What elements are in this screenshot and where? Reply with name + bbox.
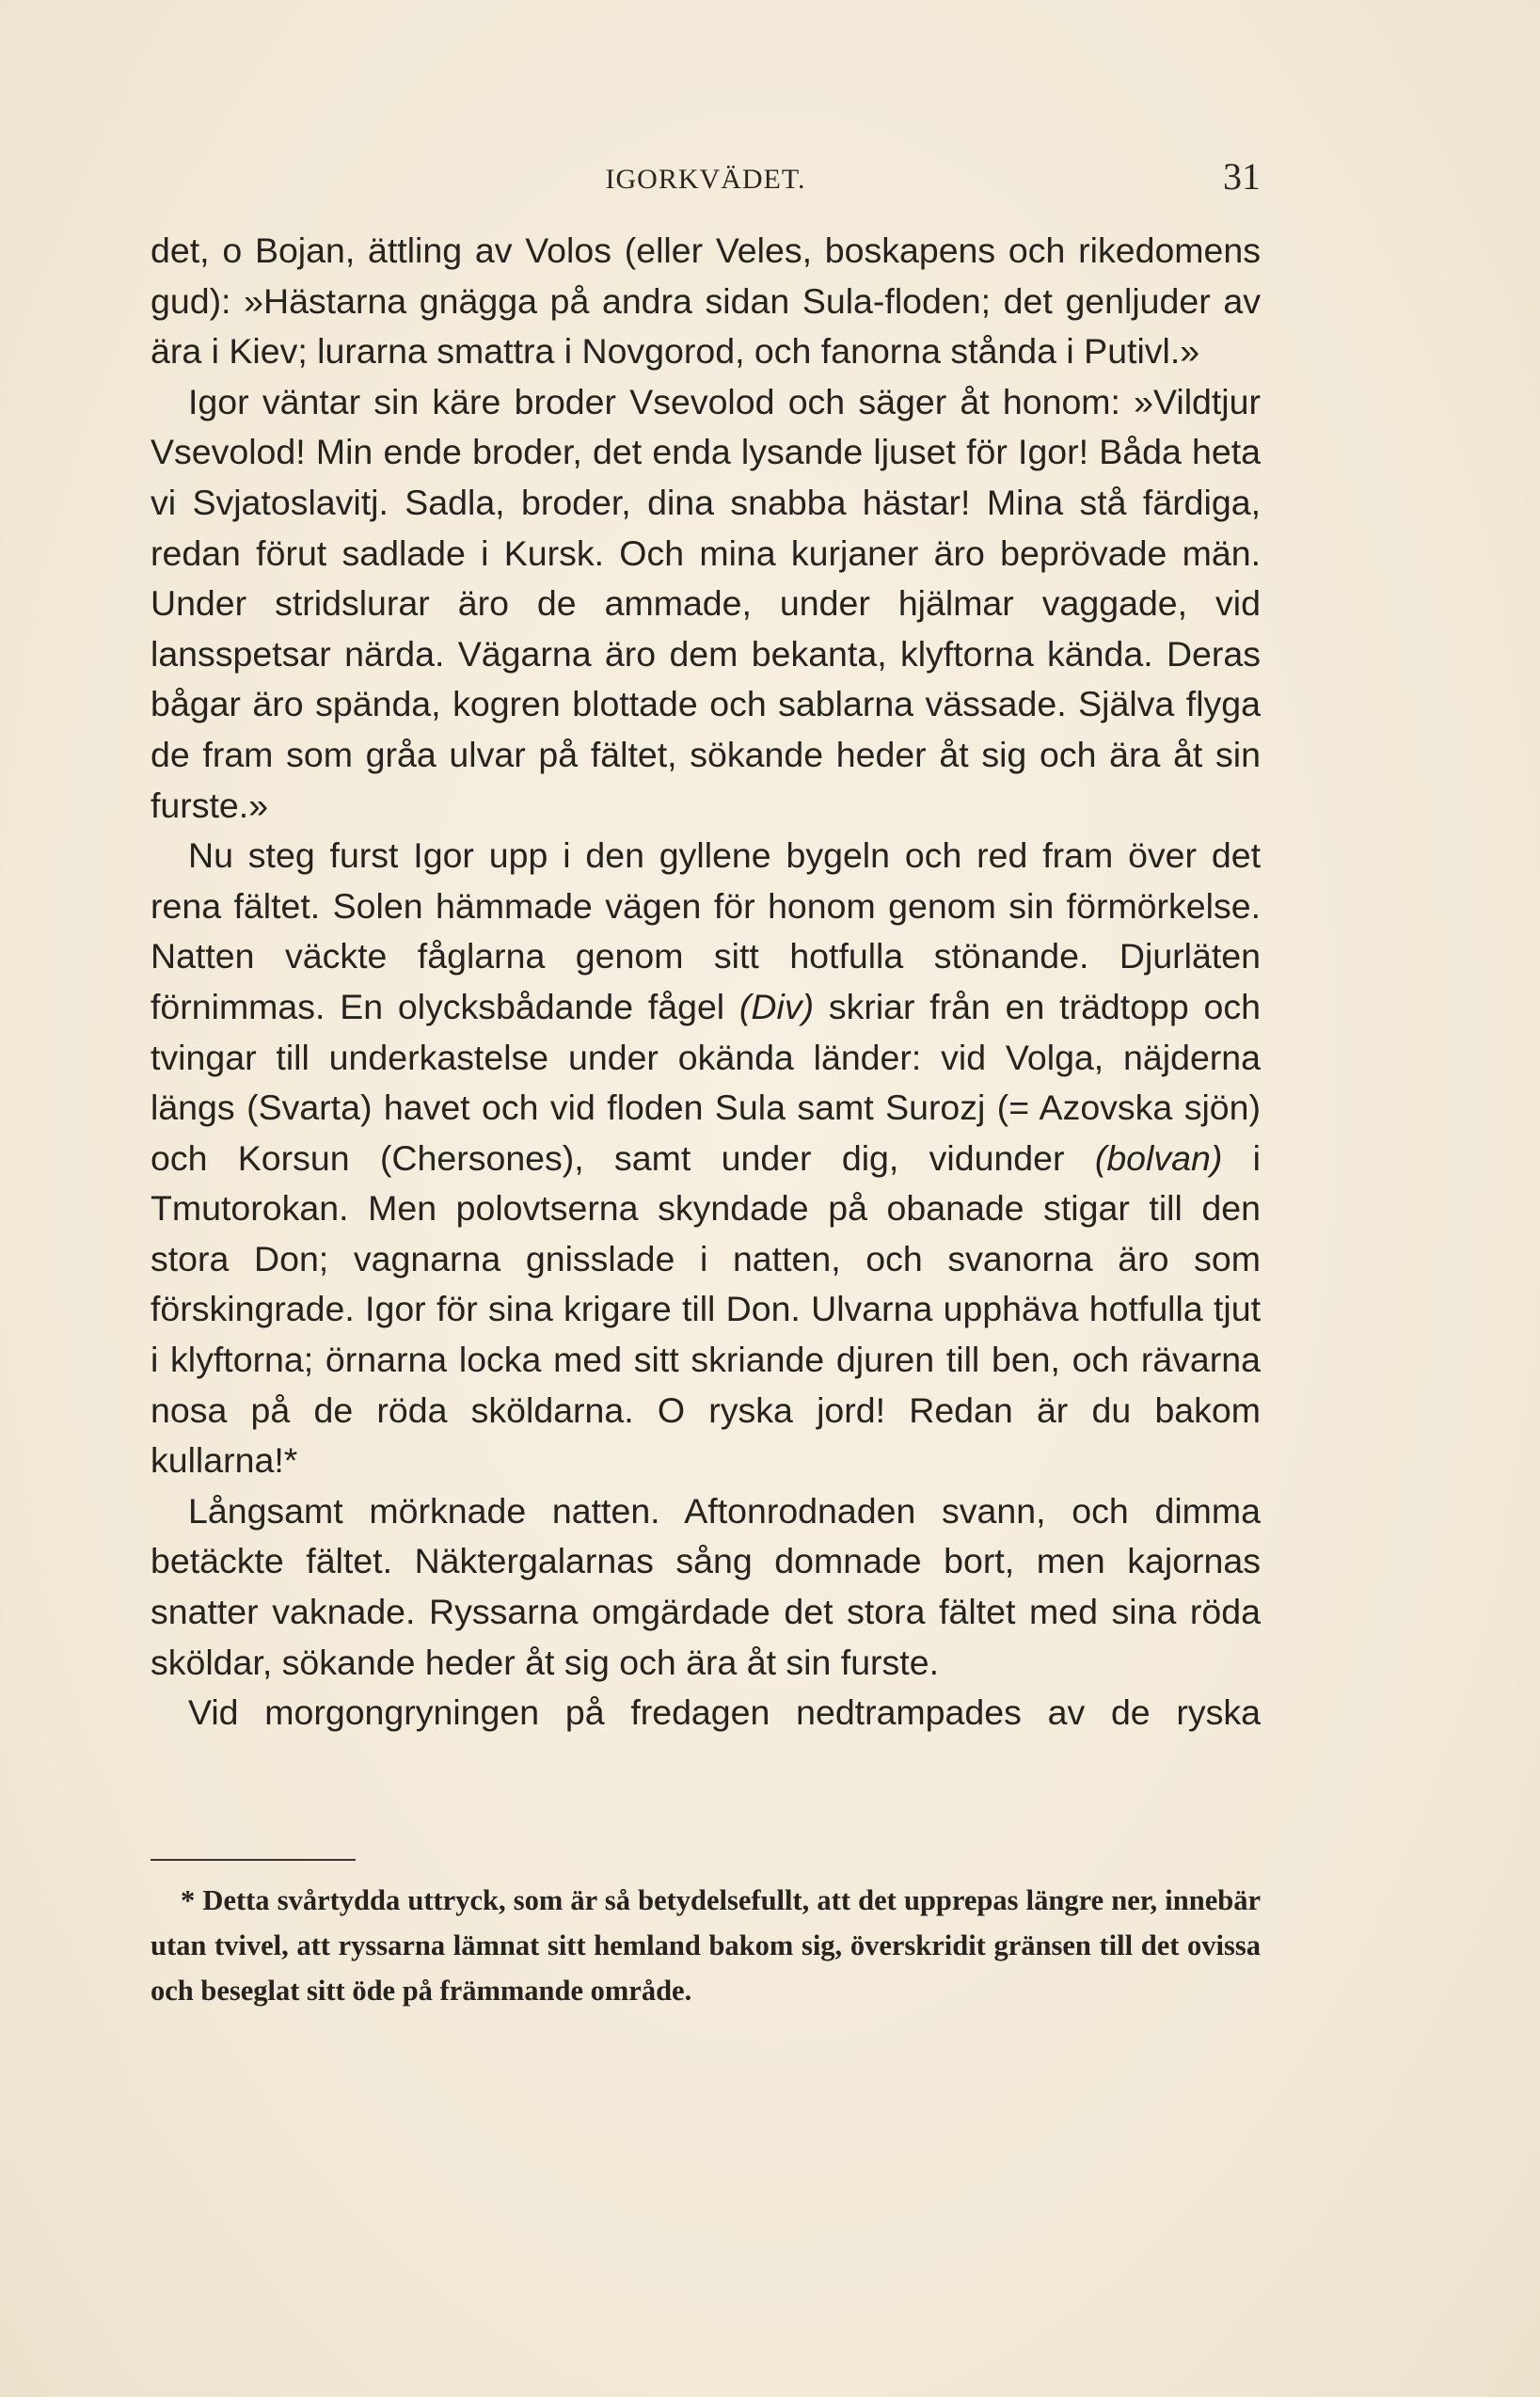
page-number: 31 xyxy=(1223,155,1261,198)
term-div: (Div) xyxy=(738,986,815,1026)
footnote: * Detta svårtydda uttryck, som är så betydelsefullt, att det upprepas längre ner, innebär utan tvivel, att ryssarna lämnat sitt hemland bakom sig, överskridit gränsen till det ovissa och beseglat sitt öde på främmande område. xyxy=(151,1884,1261,2007)
paragraph-3-part-3: i Tmutorokan. Men polovtserna skyndade på obanade stigar till den stora Don; vagnarna gnisslade i natten, och svanorna äro som förskingrade. Igor för sina krigare till Don. Ulvarna upphäva hotfulla tjut i klyftorna; örnarna locka med sitt skriande djuren till ben, och rävarna nosa på de röda sköldarna. O ryska jord! Redan är du bakom kullarna!* xyxy=(151,1137,1262,1481)
paragraph-3-part-1: Nu steg furst Igor upp i den gyllene bygeln och red fram över det rena fältet. Solen hämmade vägen för honom genom sin förmörkelse. Natten väckte fåglarna genom sitt hotfulla stönande. Djurläten förnimmas. En olycksbådande fågel xyxy=(151,835,1261,1026)
paragraph-3-part-2: skriar från en trädtopp och tvingar till underkastelse under okända länder: vid Volga, näjderna längs (Svarta) havet och vid floden Sula samt Surozj (= Azovska sjön) och Korsun (Chersones), samt under dig, vidunder xyxy=(151,986,1261,1178)
footnote-divider xyxy=(151,1859,356,1861)
paragraph-1: det, o Bojan, ättling av Volos (eller Veles, boskapens och rikedomens gud): »Hästarna gnägga på andra sidan Sula-floden; det genljuder av ära i Kiev; lurarna smattra i Novgorod, och fanorna stånda i Putivl.» xyxy=(151,230,1261,372)
paragraph-5: Vid morgongryningen på fredagen nedtrampades av de ryska xyxy=(188,1692,1261,1733)
paragraph-3 xyxy=(151,831,1261,1486)
main-text xyxy=(151,226,1261,1738)
term-bolvan: (bolvan) xyxy=(1094,1137,1223,1178)
running-title: IGORKVÄDET. xyxy=(605,164,806,195)
paragraph-2: Igor väntar sin käre broder Vsevolod och säger åt honom: »Vildtjur Vsevolod! Min ende broder, det enda lysande ljuset för Igor! Båda heta vi Svjatoslavitj. Sadla, broder, dina snabba hästar! Mina stå färdiga, redan förut sadlade i Kursk. Och mina kurjaner äro beprövade män. Under stridslurar äro de ammade, under hjälmar vaggade, vid lansspetsar närda. Vägarna äro dem bekanta, klyftorna kända. Deras bågar äro spända, kogren blottade och sablarna vässade. Själva flyga de fram som gråa ulvar på fältet, sökande heder åt sig och ära åt sin furste.» xyxy=(151,381,1261,825)
paragraph-4: Långsamt mörknade natten. Aftonrodnaden svann, och dimma betäckte fältet. Näktergalarnas sång domnade bort, men kajornas snatter vaknade. Ryssarna omgärdade det stora fältet med sina röda sköldar, sökande heder åt sig och ära åt sin furste. xyxy=(151,1490,1261,1682)
page-header xyxy=(151,154,1261,201)
